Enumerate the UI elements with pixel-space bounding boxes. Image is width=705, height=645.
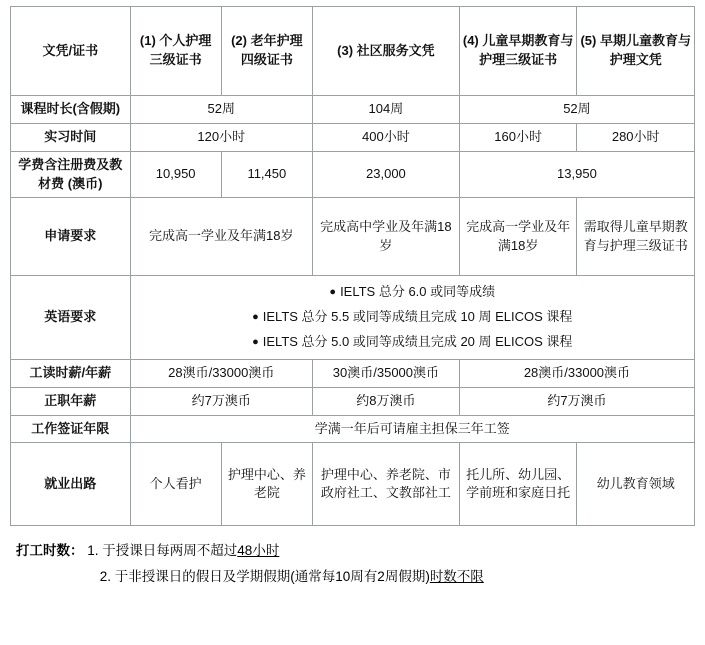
- header-cell-col3: (3) 社区服务文凭: [312, 7, 459, 96]
- note-1-number: 1.: [87, 543, 99, 559]
- bullet-icon: ●: [252, 310, 259, 323]
- row-label-tuition: 学费含注册费及教材费 (澳币): [11, 151, 131, 198]
- table-row: [11, 359, 695, 387]
- english-requirement-text: IELTS 总分 6.0 或同等成绩: [340, 284, 496, 300]
- row-label-placement-hours: 实习时间: [11, 123, 131, 151]
- table-row: [11, 198, 695, 276]
- note-2-number: 2.: [99, 569, 112, 585]
- cell-fulltime-2: 约8万澳币: [312, 387, 459, 415]
- row-label-fulltime-salary: 正职年薪: [11, 387, 131, 415]
- header-cell-col2: (2) 老年护理四级证书: [221, 7, 312, 96]
- cell-fulltime-1: 约7万澳币: [130, 387, 312, 415]
- note-1-text: 于授课日每两周不超过: [102, 543, 238, 559]
- cell-duration-3: 52周: [459, 96, 694, 124]
- cell-entry-1: 完成高一学业及年满18岁: [130, 198, 312, 276]
- cell-english-requirements: [130, 276, 694, 360]
- cell-career-4: 托儿所、幼儿园、学前班和家庭日托: [459, 443, 577, 526]
- table-row: [11, 151, 695, 198]
- row-label-work-visa: 工作签证年限: [11, 415, 131, 443]
- cell-tuition-1: 10,950: [130, 151, 221, 198]
- row-label-study-wage: 工读时薪/年薪: [11, 359, 131, 387]
- cell-entry-3: 完成高一学业及年满18岁: [459, 198, 577, 276]
- note-2-text: 于非授课日的假日及学期假期(通常每10周有2周假期): [114, 569, 430, 585]
- work-hours-notes: [10, 538, 695, 589]
- table-header-row: [11, 7, 695, 96]
- cell-tuition-3: 23,000: [312, 151, 459, 198]
- english-requirement-text: IELTS 总分 5.5 或同等成绩且完成 10 周 ELICOS 课程: [262, 309, 573, 325]
- table-row: [11, 387, 695, 415]
- english-requirement-text: IELTS 总分 5.0 或同等成绩且完成 20 周 ELICOS 课程: [262, 334, 573, 350]
- note-1-emphasis: 48小时: [237, 543, 280, 559]
- cell-career-1: 个人看护: [130, 443, 221, 526]
- english-requirement-line: [134, 330, 691, 355]
- table-row: [11, 415, 695, 443]
- cell-placement-2: 400小时: [312, 123, 459, 151]
- cell-entry-4: 需取得儿童早期教育与护理三级证书: [577, 198, 695, 276]
- header-cell-col5: (5) 早期儿童教育与护理文凭: [577, 7, 695, 96]
- notes-line-2: [16, 564, 695, 590]
- header-cell-col1: (1) 个人护理三级证书: [130, 7, 221, 96]
- cell-tuition-2: 11,450: [221, 151, 312, 198]
- note-2-emphasis: 时数不限: [429, 569, 484, 585]
- row-label-career-outcomes: 就业出路: [11, 443, 131, 526]
- cell-career-5: 幼儿教育领域: [577, 443, 695, 526]
- cell-placement-1: 120小时: [130, 123, 312, 151]
- header-cell-col4: (4) 儿童早期教育与护理三级证书: [459, 7, 577, 96]
- certificate-comparison-table: [10, 6, 695, 526]
- cell-placement-4: 280小时: [577, 123, 695, 151]
- cell-placement-3: 160小时: [459, 123, 577, 151]
- cell-career-2: 护理中心、养老院: [221, 443, 312, 526]
- table-row: [11, 443, 695, 526]
- english-requirement-line: [134, 305, 691, 330]
- cell-work-visa: 学满一年后可请雇主担保三年工签: [130, 415, 694, 443]
- notes-line-1: [16, 538, 695, 564]
- cell-study-wage-1: 28澳币/33000澳币: [130, 359, 312, 387]
- cell-entry-2: 完成高中学业及年满18岁: [312, 198, 459, 276]
- cell-fulltime-3: 约7万澳币: [459, 387, 694, 415]
- table-row: [11, 96, 695, 124]
- cell-career-3: 护理中心、养老院、市政府社工、文教部社工: [312, 443, 459, 526]
- table-row: [11, 276, 695, 360]
- english-requirement-list: [134, 280, 691, 355]
- bullet-icon: ●: [329, 285, 337, 298]
- row-label-entry-requirements: 申请要求: [11, 198, 131, 276]
- cell-tuition-4: 13,950: [459, 151, 694, 198]
- row-label-english-requirements: 英语要求: [11, 276, 131, 360]
- cell-duration-2: 104周: [312, 96, 459, 124]
- bullet-icon: ●: [252, 335, 259, 348]
- row-label-duration: 课程时长(含假期): [11, 96, 131, 124]
- header-cell-doc-type: 文凭/证书: [11, 7, 131, 96]
- cell-study-wage-3: 28澳币/33000澳币: [459, 359, 694, 387]
- notes-title: 打工时数：: [16, 543, 84, 559]
- cell-duration-1: 52周: [130, 96, 312, 124]
- cell-study-wage-2: 30澳币/35000澳币: [312, 359, 459, 387]
- english-requirement-line: [134, 280, 691, 305]
- table-row: [11, 123, 695, 151]
